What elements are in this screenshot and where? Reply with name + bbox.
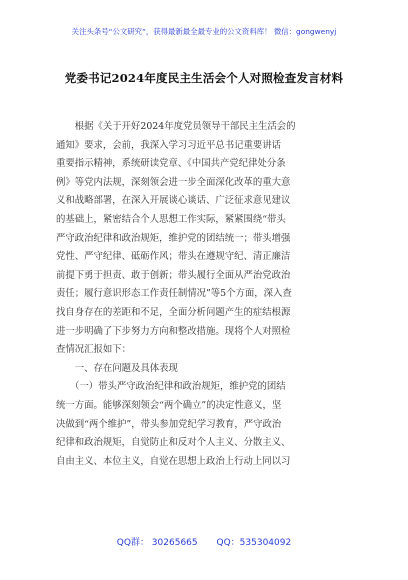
body-line: 的基础上，紧密结合个人思想工作实际，紧紧围绕“带头 [56, 213, 286, 225]
body-line: 重要指示精神，系统研读党章、《中国共产党纪律处分条 [56, 158, 286, 170]
body-line: 例》等党内法规，深刻领会进一步全面深化改革的重大意 [56, 176, 291, 188]
body-line: 通知》要求，会前，我深入学习习近平总书记重要讲话 [56, 139, 282, 151]
document-body [56, 118, 356, 471]
body-line: （一）带头严守政治纪律和政治规矩，维护党的团结 [56, 381, 286, 393]
body-line: 决做到“两个维护”，带头参加党纪学习教育，严守政治 [56, 418, 282, 430]
body-line: 根据《关于开好2024年度党员领导干部民主生活会的 [56, 121, 296, 132]
body-line: 找自身存在的差距和不足，全面分析问题产生的症结根源 [56, 306, 291, 318]
body-line: 进一步明确了下步努力方向和整改措施。现将个人对照检 [56, 325, 291, 337]
footer-qq: QQ：535304092 [216, 538, 292, 548]
body-line: 自由主义、本位主义，自觉在思想上政治上行动上同以习 [56, 455, 291, 467]
body-line: 查情况汇报如下： [56, 344, 132, 356]
footer-contact [0, 535, 408, 548]
document-title: 党委书记2024年度民主生活会个人对照检查发言材料 [64, 71, 344, 85]
body-line: 严守政治纪律和政治规矩，维护党的团结统一；带头增强 [56, 232, 291, 244]
top-banner: 关注头条号“公文研究”，获得最新最全最专业的公文资料库！ 微信：gongwenyj [71, 27, 337, 36]
footer-qq-group: QQ群： 30265665 [116, 538, 198, 548]
body-line: 统一方面。能够深刻领会“两个确立”的决定性意义，坚 [56, 399, 282, 411]
body-line: 前提下勇于担责、敢于创新；带头履行全面从严治党政治 [56, 269, 291, 281]
body-line: 党性、严守纪律、砥砺作风；带头在遵规守纪、清正廉洁 [56, 251, 291, 263]
body-line: 纪律和政治规矩，自觉防止和反对个人主义、分散主义、 [56, 437, 291, 449]
body-line: 责任；履行意识形态工作责任制情况”等5个方面，深入查 [56, 288, 292, 300]
body-line: 义和战略部署，在深入开展谈心谈话、广泛征求意见建议 [56, 195, 291, 207]
section-heading: 一、存在问题及具体表现 [56, 362, 178, 374]
